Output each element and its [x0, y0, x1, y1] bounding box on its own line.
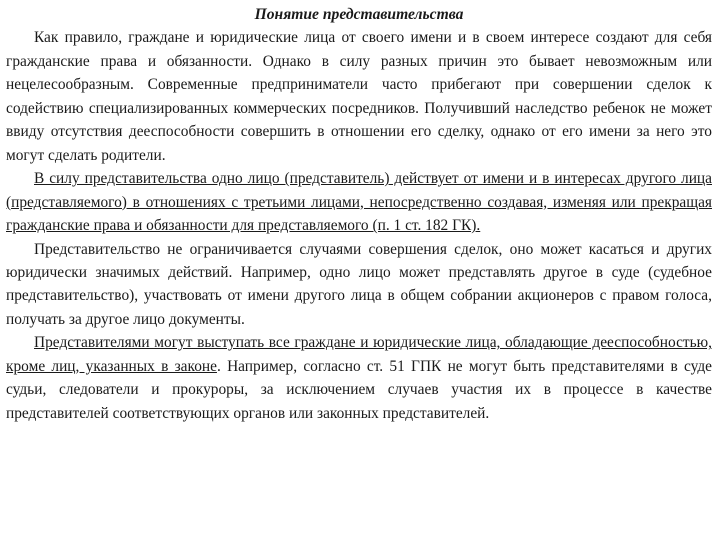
paragraph-definition [6, 167, 712, 237]
paragraph-representatives-underlined-text: Представителями могут выступать все граждане и юридические лица, обладающие дееспособностью, кроме лиц, указанных в законе [6, 334, 712, 375]
paragraph-scope [6, 238, 712, 332]
paragraph-representatives-text: . Например, согласно ст. 51 ГПК не могут быть представителями в суде судьи, следователи и прокуроры, за исключением случаев участия их в процессе в качестве представителей соответствующих органов или законных представителей. [6, 357, 712, 422]
document-title: Понятие представительства [254, 6, 464, 23]
paragraph-definition-underlined-text: В силу представительства одно лицо (представитель) действует от имени и в интересах другого лица (представляемого) в отношениях с третьими лицами, непосредственно создавая, изменяя или прекращая гражданские права и обязанности для представляемого (п. 1 ст. 182 ГК). [6, 170, 712, 235]
paragraph-intro [6, 26, 712, 167]
paragraph-scope-text: Представительство не ограничивается случаями совершения сделок, оно может касаться и других юридически значимых действий. Например, одно лицо может представлять другое в суде (судебное представительство), участвовать от имени другого лица в общем собрании акционеров с правом голоса, получать за другое лицо документы. [6, 240, 712, 328]
paragraph-intro-text: Как правило, граждане и юридические лица от своего имени и в своем интересе создают для себя гражданские права и обязанности. Однако в силу разных причин это бывает невозможным или нецелесообразным. Современные предприниматели часто прибегают при совершении сделок к содействию специализированных коммерческих посредников. Получивший наследство ребенок не может ввиду отсутствия дееспособности совершить в отношении его сделку, однако от его имени за него это могут сделать родители. [6, 29, 712, 164]
paragraph-representatives [6, 331, 712, 425]
